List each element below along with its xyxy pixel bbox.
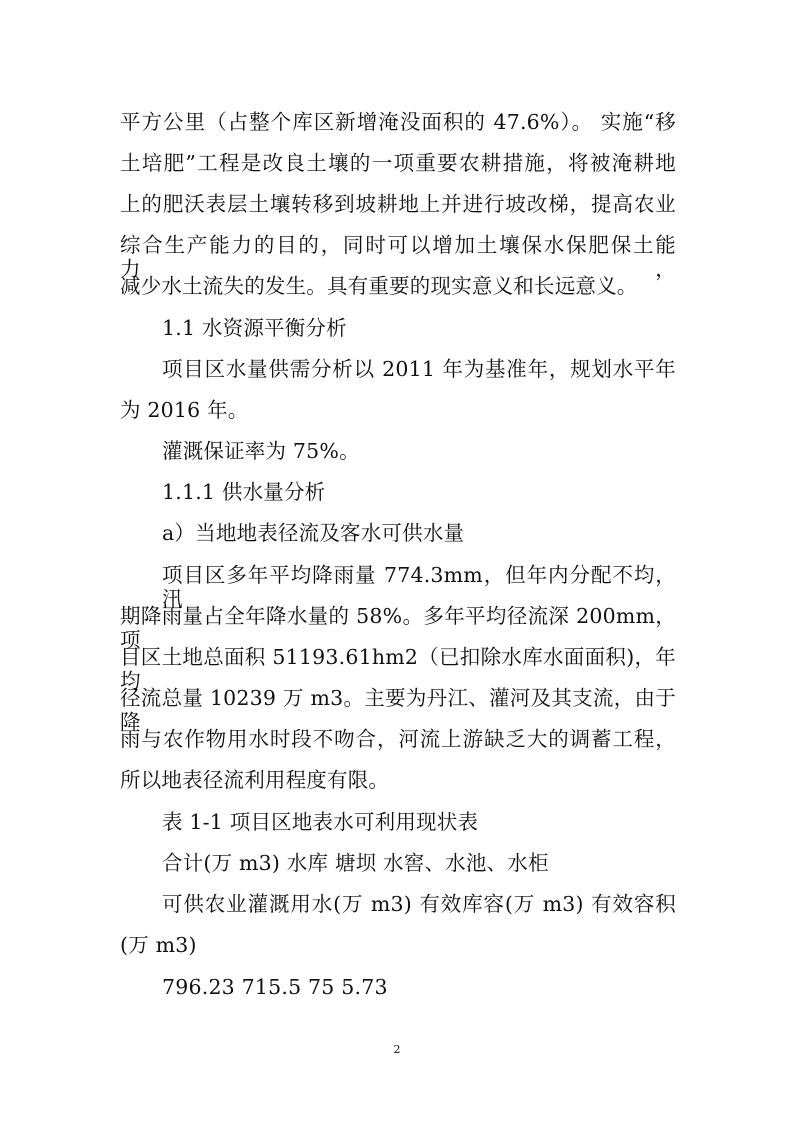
paragraph-line: 雨与农作物用水时段不吻合，河流上游缺乏大的调蓄工程， <box>120 727 676 751</box>
table-caption: 表 1-1 项目区地表水可利用现状表 <box>162 810 479 834</box>
table-header-row: 合计(万 m3) 水库 塘坝 水窖、水池、水柜 <box>162 851 549 875</box>
paragraph-line: 为 2016 年。 <box>120 398 249 422</box>
paragraph-line: 减少水土流失的发生。具有重要的现实意义和长远意义。 <box>120 274 638 298</box>
paragraph-line: 项目区多年平均降雨量 774.3mm，但年内分配不均，汛 <box>162 563 676 611</box>
table-header-row: 可供农业灌溉用水(万 m3) 有效库容(万 m3) 有效容积 <box>162 892 676 916</box>
paragraph-line: 所以地表径流利用程度有限。 <box>120 768 390 792</box>
paragraph-line: 期降雨量占全年降水量的 58%。多年平均径流深 200mm，项 <box>120 604 676 652</box>
subsection-heading: 1.1.1 供水量分析 <box>162 480 326 504</box>
subsection-heading: a）当地地表径流及客水可供水量 <box>162 521 465 545</box>
paragraph-line: 目区土地总面积 51193.61hm2（已扣除水库水面面积)，年均 <box>120 645 676 693</box>
paragraph-line: 土培肥”工程是改良土壤的一项重要农耕措施，将被淹耕地 <box>120 151 676 175</box>
table-values-row: 796.23 715.5 75 5.73 <box>162 975 388 999</box>
paragraph-line: 综合生产能力的目的，同时可以增加土壤保水保肥保土能力， <box>120 233 676 281</box>
irrigation-rate-text: 灌溉保证率为 75%。 <box>162 439 360 463</box>
paragraph-line: 平方公里（占整个库区新增淹没面积的 47.6%）。 实施“移 <box>120 110 676 134</box>
section-heading: 1.1 水资源平衡分析 <box>162 316 347 340</box>
table-header-row: (万 m3) <box>120 933 197 957</box>
paragraph-line: 径流总量 10239 万 m3。主要为丹江、灌河及其支流，由于降 <box>120 686 676 734</box>
paragraph-line: 上的肥沃表层土壤转移到坡耕地上并进行坡改梯，提高农业 <box>120 192 676 216</box>
page-number: 2 <box>393 1043 401 1056</box>
paragraph-line: 项目区水量供需分析以 2011 年为基准年，规划水平年 <box>162 357 676 381</box>
